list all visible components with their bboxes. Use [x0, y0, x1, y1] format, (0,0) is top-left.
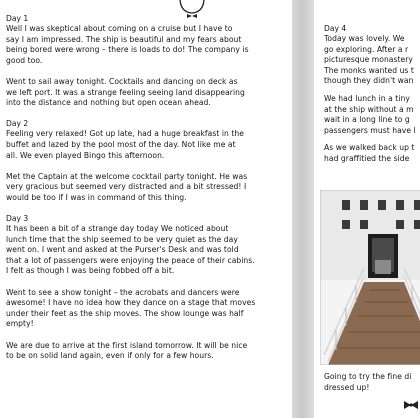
text-line: would be too if I was in command of this thing.	[6, 192, 187, 202]
day-heading: Day 1	[6, 14, 29, 23]
text-line: we left port. It was a strange feeling seeing land disappearing	[6, 87, 245, 97]
journal-left-text	[6, 14, 288, 362]
text-line: being bored were wrong – there is loads to do! The company is	[6, 45, 249, 55]
text-line: awesome! I have no idea how they dance on a stage that moves	[6, 298, 256, 308]
text-line: Today was lovely. We	[324, 34, 405, 43]
text-line: passengers must have l	[324, 125, 416, 135]
text-line: say I am impressed. The ship is beautiful and my fears about	[6, 34, 242, 44]
text-line: Went to sail away tonight. Cocktails and dancing on deck as	[6, 76, 238, 86]
text-line: Went to see a show tonight – the acrobats and dancers were	[6, 287, 240, 297]
text-line: We had lunch in a tiny	[324, 93, 410, 103]
bow-tie-doodle-icon	[403, 398, 419, 412]
day-heading: Day 2	[6, 119, 29, 129]
text-line: Feeling very relaxed! Got up late, had a huge breakfast in the	[6, 129, 244, 139]
text-line: The monks wanted us t	[324, 65, 414, 75]
text-line: buffet and lazed by the pool most of the day. Not like me at	[6, 139, 236, 149]
text-line: go exploring. After a r	[324, 44, 409, 54]
ship-gangway-photo	[320, 190, 420, 365]
text-line: I felt as though I was being fobbed off a bit.	[6, 266, 175, 276]
text-line: Met the Captain at the welcome cocktail party tonight. He was	[6, 171, 248, 181]
text-line: into the distance and nothing but open ocean ahead.	[6, 98, 211, 108]
journal-right-text	[324, 24, 420, 165]
day-heading: Day 3	[6, 214, 29, 224]
text-line: that a lot of passengers were enjoying the peace of their cabins.	[6, 255, 255, 265]
text-line: It has been a bit of a strange day today We noticed about	[6, 224, 229, 234]
caption-line: Going to try the fine di	[324, 372, 412, 381]
right-page	[314, 0, 420, 418]
text-line: We are due to arrive at the first island tomorrow. It will be nice	[6, 340, 248, 350]
book-gutter	[292, 0, 314, 418]
text-line: very gracious but seemed very distracted and a bit stressed! I	[6, 182, 247, 192]
text-line: empty!	[6, 319, 34, 329]
text-line: As we walked back up t	[324, 143, 415, 153]
text-line: under their feet as the ship moves. The show lounge was half	[6, 308, 244, 318]
text-line: good too.	[6, 55, 43, 65]
text-line: went on. I went and asked at the Purser's Desk and was told	[6, 245, 239, 255]
text-line: all. We even played Bingo this afternoon.	[6, 150, 165, 160]
text-line: lunch time that the ship seemed to be very quiet as the day	[6, 234, 238, 244]
text-line: to be on solid land again, even if only for a few hours.	[6, 351, 214, 361]
text-line: had graffitied the side	[324, 153, 410, 163]
photo-caption	[324, 372, 420, 393]
text-line: at the ship without a m	[324, 104, 414, 114]
caption-line: dressed up!	[324, 382, 370, 392]
text-line: though they didn't wan	[324, 76, 414, 86]
text-line: wait in a long line to g	[324, 115, 410, 125]
text-line: Well I was skeptical about coming on a cruise but I have to	[6, 24, 233, 33]
text-line: picturesque monastery	[324, 55, 413, 65]
day-heading: Day 4	[324, 24, 347, 33]
